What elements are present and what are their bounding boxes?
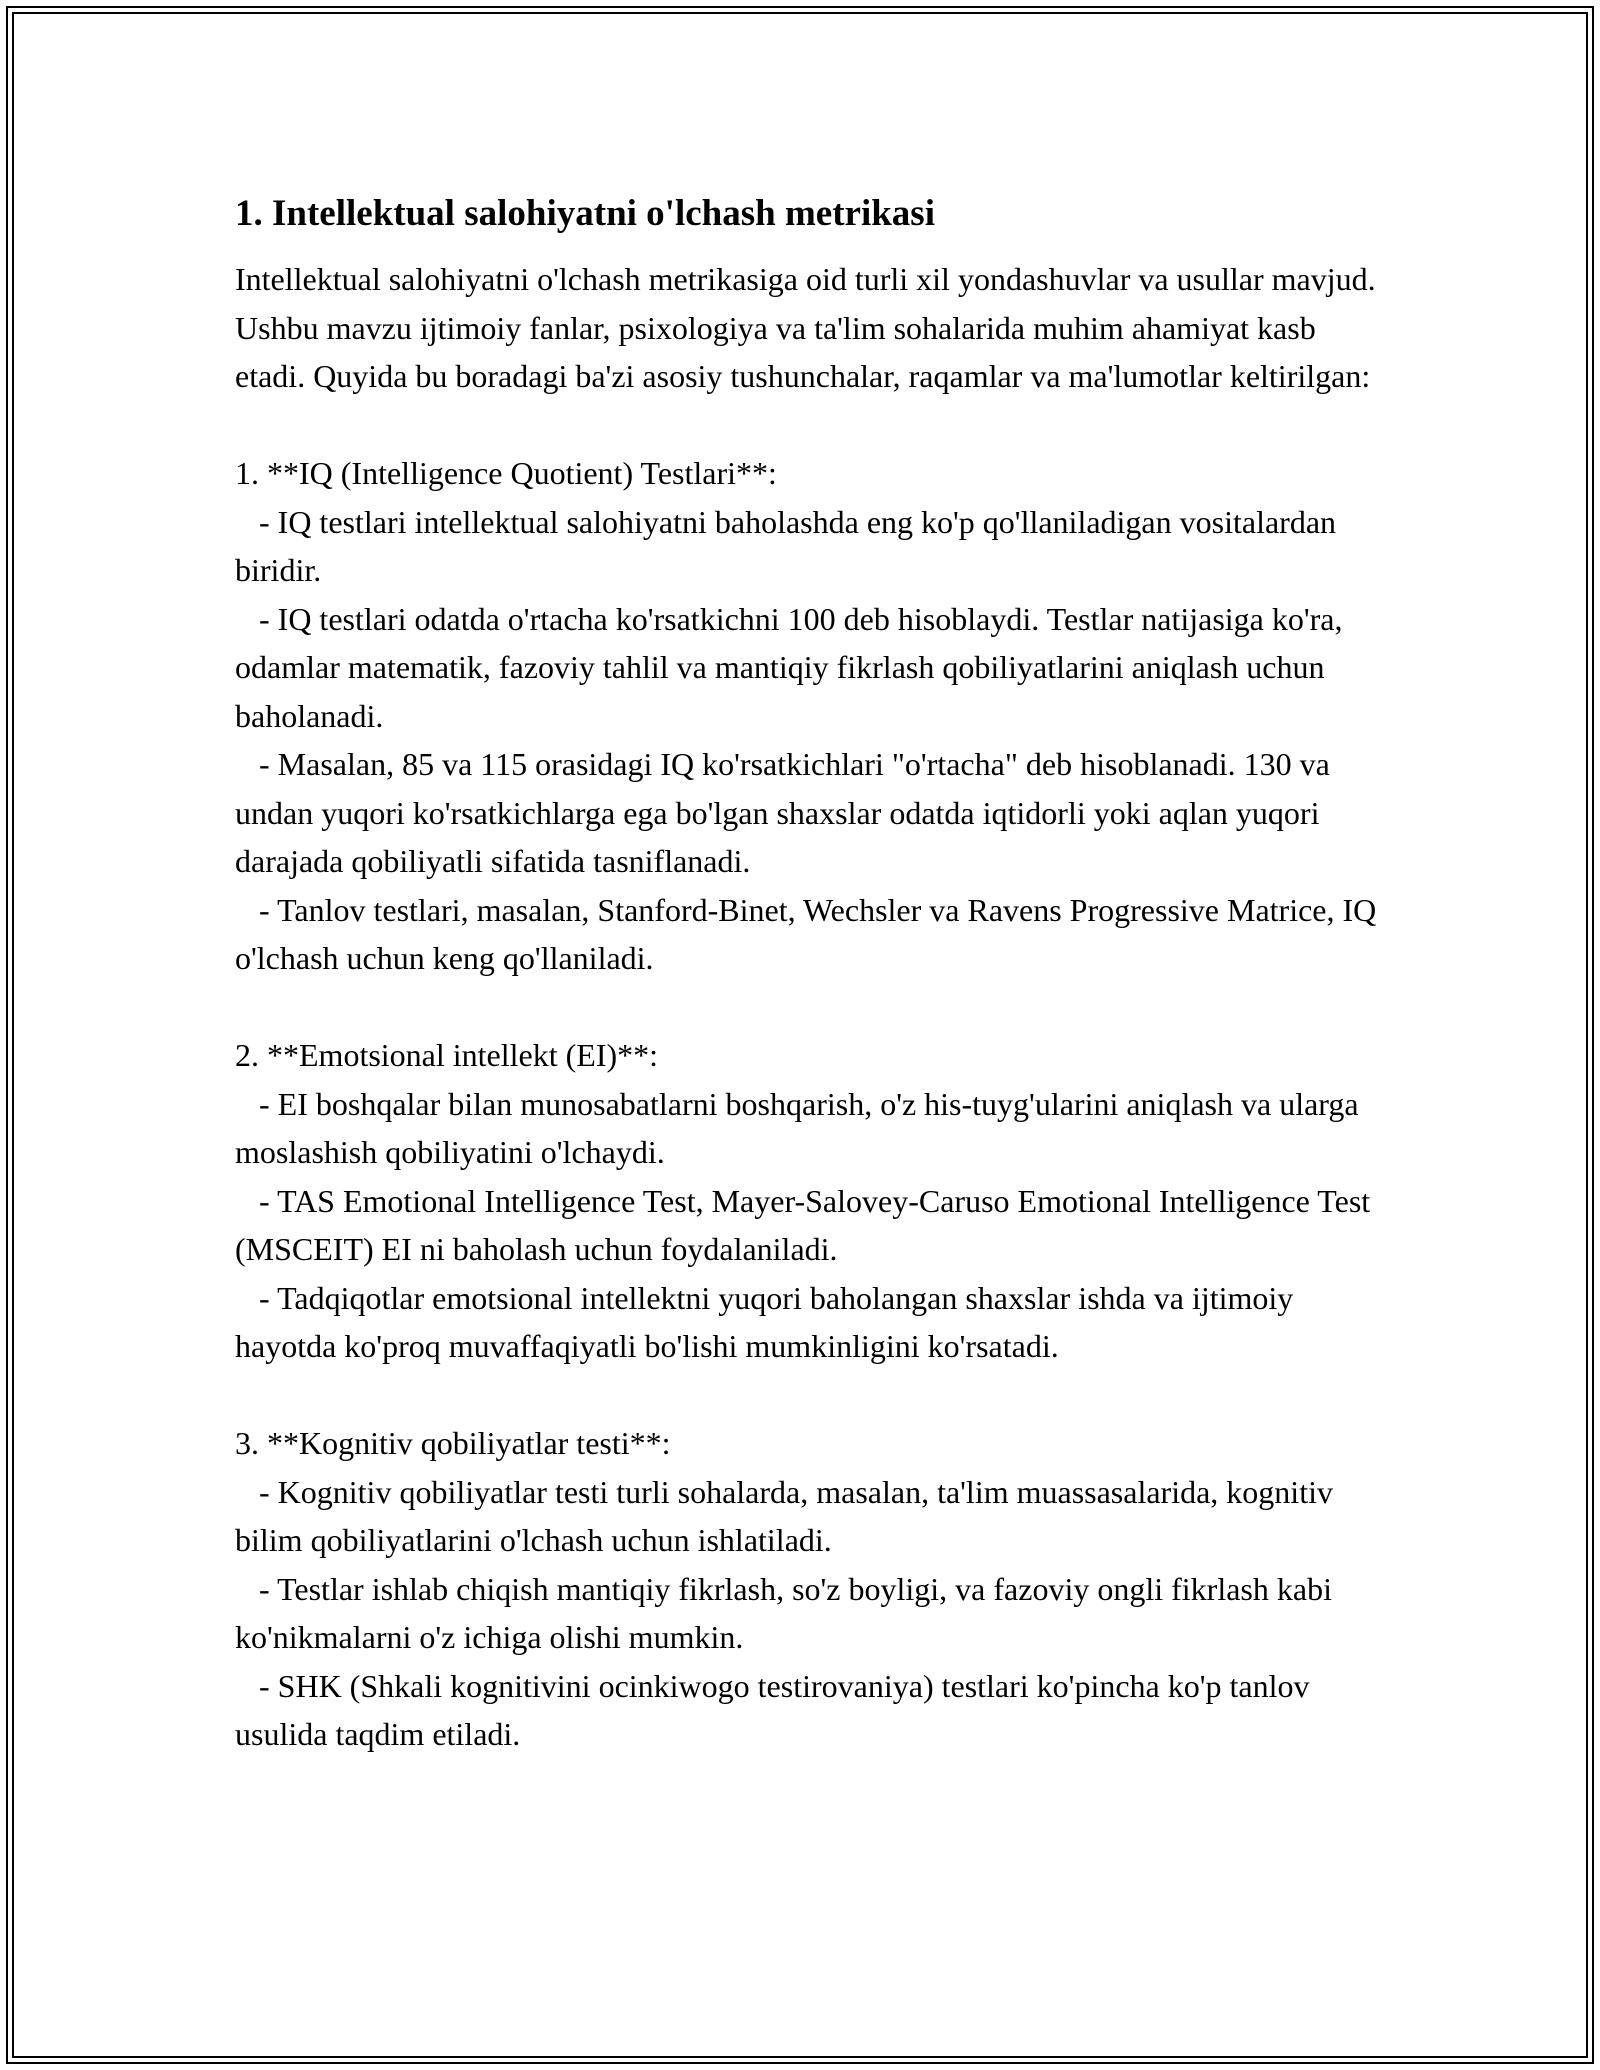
list-item: - Testlar ishlab chiqish mantiqiy fikrlash, so'z boyligi, va fazoviy ongli fikrlash kabi ko'nikmalarni o'z ichiga olishi mumkin. — [235, 1570, 1332, 1655]
list-item: - EI boshqalar bilan munosabatlarni boshqarish, o'z his-tuyg'ularini aniqlash va ularga moslashish qobiliyatini o'lchaydi. — [235, 1085, 1359, 1170]
list-item: - Kognitiv qobiliyatlar testi turli sohalarda, masalan, ta'lim muassasalarida, kognitiv bilim qobiliyatlarini o'lchash uchun ishlatiladi. — [235, 1473, 1333, 1558]
section-heading: 1. **IQ (Intelligence Quotient) Testlari**: — [235, 455, 777, 491]
intro-paragraph: Intellektual salohiyatni o'lchash metrikasiga oid turli xil yondashuvlar va usullar mavjud. Ushbu mavzu ijtimoiy fanlar, psixologiya va ta'lim sohalarida muhim ahamiyat kasb etadi. Quyida bu boradagi ba'zi asosiy tushunchalar, raqamlar va ma'lumotlar keltirilgan: — [235, 261, 1376, 394]
list-item: - TAS Emotional Intelligence Test, Mayer-Salovey-Caruso Emotional Intelligence Test (MSCEIT) EI ni baholash uchun foydalaniladi. — [235, 1182, 1371, 1267]
document-title: 1. Intellektual salohiyatni o'lchash metrikasi — [235, 193, 935, 234]
list-item: - Tanlov testlari, masalan, Stanford-Binet, Wechsler va Ravens Progressive Matrice, IQ o'lchash uchun keng qo'llaniladi. — [235, 891, 1377, 976]
spacer — [235, 983, 1385, 1032]
spacer — [235, 1371, 1385, 1420]
list-item: - IQ testlari odatda o'rtacha ko'rsatkichni 100 deb hisoblaydi. Testlar natijasiga ko'ra, odamlar matematik, fazoviy tahlil va mantiqiy fikrlash qobiliyatlarini aniqlash uchun baholanadi. — [235, 600, 1343, 734]
section-ei — [235, 1031, 1385, 1371]
section-heading: 3. **Kognitiv qobiliyatlar testi**: — [235, 1425, 671, 1461]
section-heading: 2. **Emotsional intellekt (EI)**: — [235, 1037, 659, 1073]
list-item: - SHK (Shkali kognitivini ocinkiwogo testirovaniya) testlari ko'pincha ko'p tanlov usulida taqdim etiladi. — [235, 1667, 1310, 1752]
section-iq — [235, 449, 1385, 983]
list-item: - Masalan, 85 va 115 orasidagi IQ ko'rsatkichlari "o'rtacha" deb hisoblanadi. 130 va undan yuqori ko'rsatkichlarga ega bo'lgan shaxslar odatda iqtidorli yoki aqlan yuqori darajada qobiliyatli sifatida tasniflanadi. — [235, 746, 1330, 879]
document-body — [235, 185, 1385, 1759]
spacer — [235, 401, 1385, 450]
section-cognitive — [235, 1419, 1385, 1759]
list-item: - Tadqiqotlar emotsional intellektni yuqori baholangan shaxslar ishda va ijtimoiy hayotda ko'proq muvaffaqiyatli bo'lishi mumkinligini ko'rsatadi. — [235, 1279, 1294, 1364]
list-item: - IQ testlari intellektual salohiyatni baholashda eng ko'p qo'llaniladigan vositalardan biridir. — [235, 503, 1337, 588]
